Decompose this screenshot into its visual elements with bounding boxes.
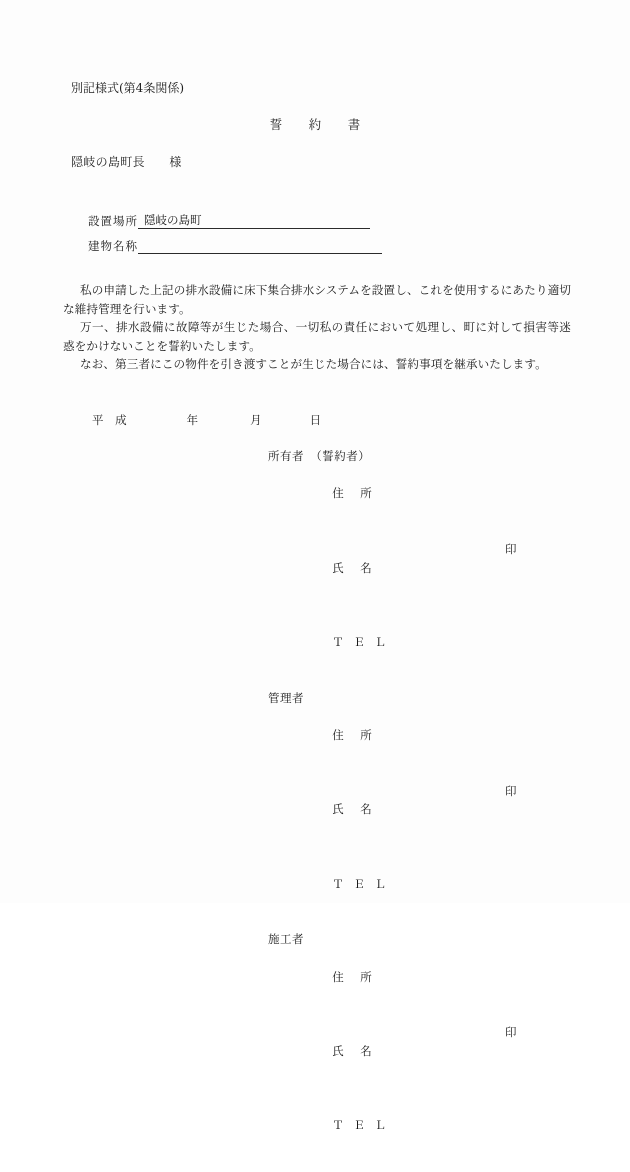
signature-group-contractor: [268, 930, 517, 1172]
field-row-installation-location: [88, 213, 370, 229]
signature-group-manager: [268, 689, 517, 931]
manager-name-row: [268, 782, 517, 856]
date-day-unit: 日: [309, 413, 322, 427]
body-text: [63, 281, 571, 374]
date-line: [92, 412, 321, 428]
manager-name-seal-mark: 印: [505, 783, 517, 798]
owner-address-row: [268, 466, 389, 540]
installation-location-label: 設置場所: [88, 214, 138, 228]
building-name-label: 建物名称: [88, 239, 138, 253]
owner-tel-row: [268, 614, 389, 688]
contractor-heading: 施工者: [268, 932, 304, 947]
date-era-label: 平 成: [92, 413, 131, 427]
manager-address-label: 住 所: [332, 727, 375, 742]
signature-area: [268, 447, 517, 1172]
owner-name-label: 氏 名: [332, 560, 375, 575]
contractor-tel-row: [268, 1098, 389, 1172]
signature-group-owner: [268, 447, 517, 689]
contractor-name-label: 氏 名: [332, 1044, 375, 1058]
owner-name-seal-mark: 印: [505, 541, 517, 556]
manager-name-label: 氏 名: [332, 802, 375, 817]
installation-location-input[interactable]: 隠岐の島町: [138, 215, 370, 229]
contractor-name-row: [268, 1023, 517, 1097]
form-number: 別記様式(第4条関係): [71, 81, 184, 95]
manager-tel-row: [268, 856, 389, 930]
owner-name-row: [268, 540, 517, 614]
building-name-input[interactable]: [138, 240, 382, 254]
owner-heading: 所有者 （誓約者）: [268, 449, 371, 463]
manager-heading: 管理者: [268, 690, 304, 705]
manager-tel-label: Ｔ Ｅ Ｌ: [332, 876, 390, 891]
owner-address-label: 住 所: [332, 486, 375, 501]
date-year-unit: 年: [186, 413, 199, 427]
manager-address-row: [268, 707, 389, 781]
field-row-building-name: [88, 238, 382, 254]
paragraph-2: 万一、排水設備に故障等が生じた場合、一切私の責任において処理し、町に対して損害等迷惑をかけないことを誓約いたします。: [63, 320, 571, 353]
date-month-unit: 月: [250, 413, 262, 427]
owner-tel-label: Ｔ Ｅ Ｌ: [332, 634, 390, 649]
paragraph-3: なお、第三者にこの物件を引き渡すことが生じた場合には、誓約事項を継承いたします。: [80, 357, 547, 372]
paragraph-1: 私の申請した上記の排水設備に床下集合排水システムを設置し、これを使用するにあたり適切な維持管理を行います。: [63, 283, 571, 316]
addressee: 隠岐の島町長 様: [71, 155, 182, 169]
contractor-name-seal-mark: 印: [505, 1025, 517, 1040]
contractor-address-row: [268, 949, 389, 1023]
contractor-tel-label: Ｔ Ｅ Ｌ: [332, 1118, 390, 1133]
contractor-address-label: 住 所: [332, 969, 375, 984]
document-title: 誓 約 書: [269, 117, 368, 132]
